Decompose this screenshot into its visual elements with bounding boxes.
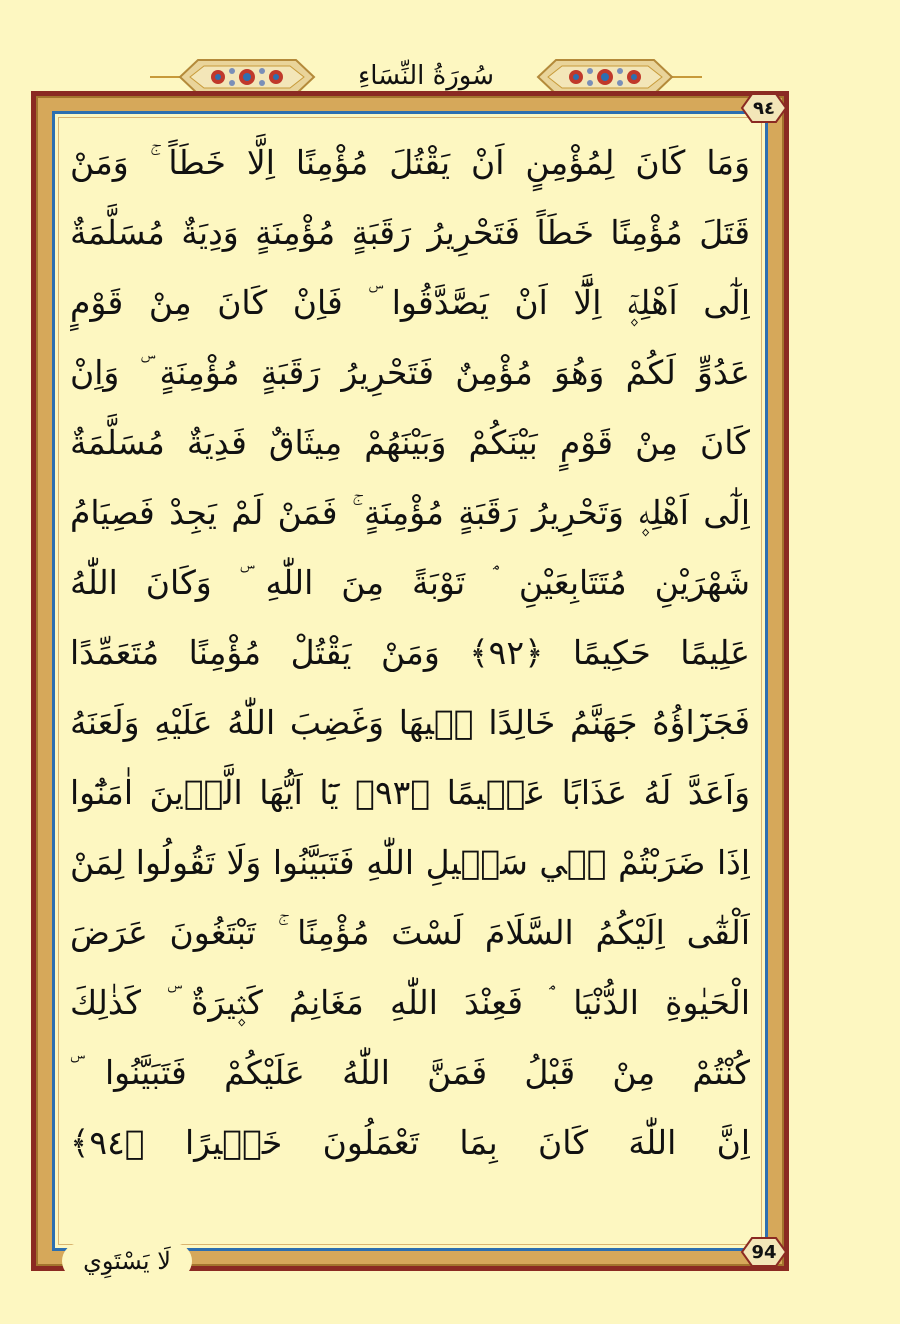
- verse-line: شَهْرَيْنِ مُتَتَابِعَيْنِ ۘ تَوْبَةً مِنَ اللّٰهِ ۜ وَكَانَ اللّٰهُ: [70, 563, 750, 602]
- verse-line: اِذَا ضَرَبْتُمْ ف۪ي سَب۪يلِ اللّٰهِ فَتَبَيَّنُوا وَلَا تَقُولُوا لِمَنْ: [70, 843, 750, 882]
- catchword-box: [62, 1243, 192, 1279]
- page-number-badge-bottom: [740, 1236, 788, 1268]
- verse-line: اِنَّ اللّٰهَ كَانَ بِمَا تَعْمَلُونَ خَب۪يرًا ﴿٩٤﴾: [70, 1123, 750, 1162]
- verse-line: وَاَعَدَّ لَهُ عَذَابًا عَظ۪يمًا ﴿٩٣﴾ يَٓا اَيُّهَا الَّذ۪ينَ اٰمَنُٓوا: [70, 773, 750, 812]
- catchword: لَا يَسْتَوِي: [83, 1247, 171, 1275]
- verse-line: كَانَ مِنْ قَوْمٍ بَيْنَكُمْ وَبَيْنَهُمْ مِيثَاقٌ فَدِيَةٌ مُسَلَّمَةٌ: [70, 423, 750, 462]
- verse-line: فَجَزَٓاؤُهُ جَهَنَّمُ خَالِدًا ف۪يهَا وَغَضِبَ اللّٰهُ عَلَيْهِ وَلَعَنَهُ: [70, 703, 750, 742]
- verse-line: قَتَلَ مُؤْمِنًا خَطَاً فَتَحْرِيرُ رَقَبَةٍ مُؤْمِنَةٍ وَدِيَةٌ مُسَلَّمَةٌ: [70, 213, 750, 252]
- verse-line: كُنْتُمْ مِنْ قَبْلُ فَمَنَّ اللّٰهُ عَلَيْكُمْ فَتَبَيَّنُوا ۜ: [70, 1053, 750, 1092]
- page-number-badge-top: [740, 92, 788, 124]
- verse-line: وَمَا كَانَ لِمُؤْمِنٍ اَنْ يَقْتُلَ مُؤْمِنًا اِلَّا خَطَاً ۚ وَمَنْ: [70, 143, 750, 182]
- page-number-bottom: 94: [751, 1241, 777, 1263]
- verse-line: اِلٰٓى اَهْلِه۪ وَتَحْرِيرُ رَقَبَةٍ مُؤْمِنَةٍ ۚ فَمَنْ لَمْ يَجِدْ فَصِيَامُ: [70, 493, 750, 532]
- verse-line: اَلْقٰٓى اِلَيْكُمُ السَّلَامَ لَسْتَ مُؤْمِنًا ۚ تَبْتَغُونَ عَرَضَ: [70, 913, 750, 952]
- page-number-top: ٩٤: [753, 97, 775, 119]
- verse-text-block: [70, 128, 750, 1238]
- verse-line: الْحَيٰوةِ الدُّنْيَا ۘ فَعِنْدَ اللّٰهِ مَغَانِمُ كَث۪يرَةٌ ۜ كَذٰلِكَ: [70, 983, 750, 1022]
- surah-title: سُورَةُ النِّسَاءِ: [358, 61, 494, 91]
- verse-line: اِلٰٓى اَهْلِه۪ٓ اِلَّٓا اَنْ يَصَّدَّقُوا ۜ فَاِنْ كَانَ مِنْ قَوْمٍ: [70, 283, 750, 322]
- verse-line: عَدُوٍّ لَكُمْ وَهُوَ مُؤْمِنٌ فَتَحْرِيرُ رَقَبَةٍ مُؤْمِنَةٍ ۜ وَاِنْ: [70, 353, 750, 392]
- verse-line: عَلِيمًا حَكِيمًا ﴿٩٢﴾ وَمَنْ يَقْتُلْ مُؤْمِنًا مُتَعَمِّدًا: [70, 633, 750, 672]
